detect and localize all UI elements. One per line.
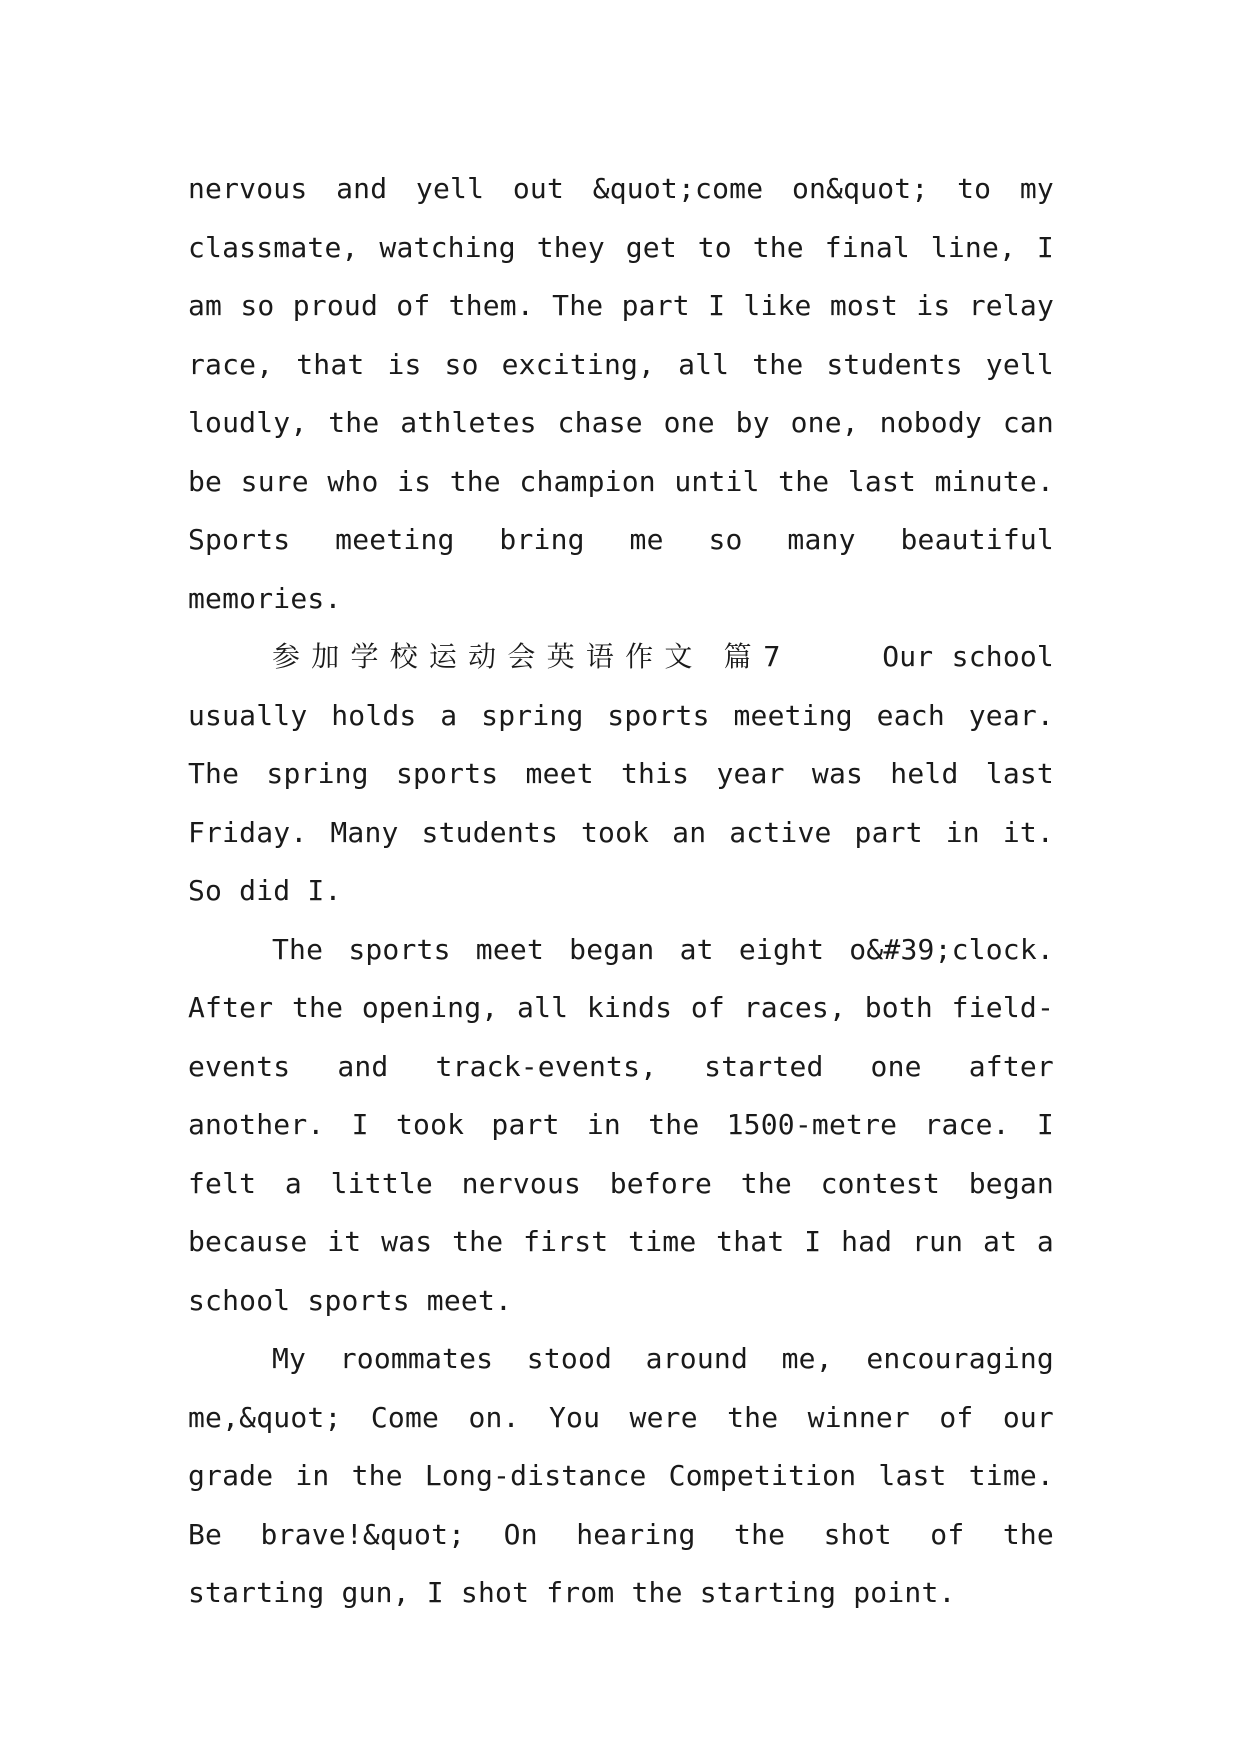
paragraph-text: The sports meet began at eight o&#39;clock. After the opening, all kinds of races, both field-events and track-events, started one after another. I took part in the 1500-metre race. I felt a little nervous before the contest began because it was the first time that I had run at a school sports meet.: [188, 932, 1054, 1317]
paragraph-3: [188, 921, 1054, 1331]
section-heading: 参加学校运动会英语作文 篇7: [272, 640, 791, 673]
paragraph-4: [188, 1330, 1054, 1623]
paragraph-2: [188, 628, 1054, 921]
document-body: [188, 160, 1054, 1623]
paragraph-text: nervous and yell out &quot;come on&quot; to my classmate, watching they get to the final line, I am so proud of them. The part I like most is relay race, that is so exciting, all the students yell loudly, the athletes chase one by one, nobody can be sure who is the champion until the last minute. Sports meeting bring me so many beautiful memories.: [188, 172, 1054, 615]
paragraph-text: Our school usually holds a spring sports meeting each year. The spring sports meet this year was held last Friday. Many students took an active part in it. So did I.: [188, 640, 1054, 907]
paragraph-text: My roommates stood around me, encouraging me,&quot; Come on. You were the winner of our grade in the Long-distance Competition last time. Be brave!&quot; On hearing the shot of the starting gun, I shot from the starting point.: [188, 1342, 1054, 1609]
paragraph-1: [188, 160, 1054, 628]
